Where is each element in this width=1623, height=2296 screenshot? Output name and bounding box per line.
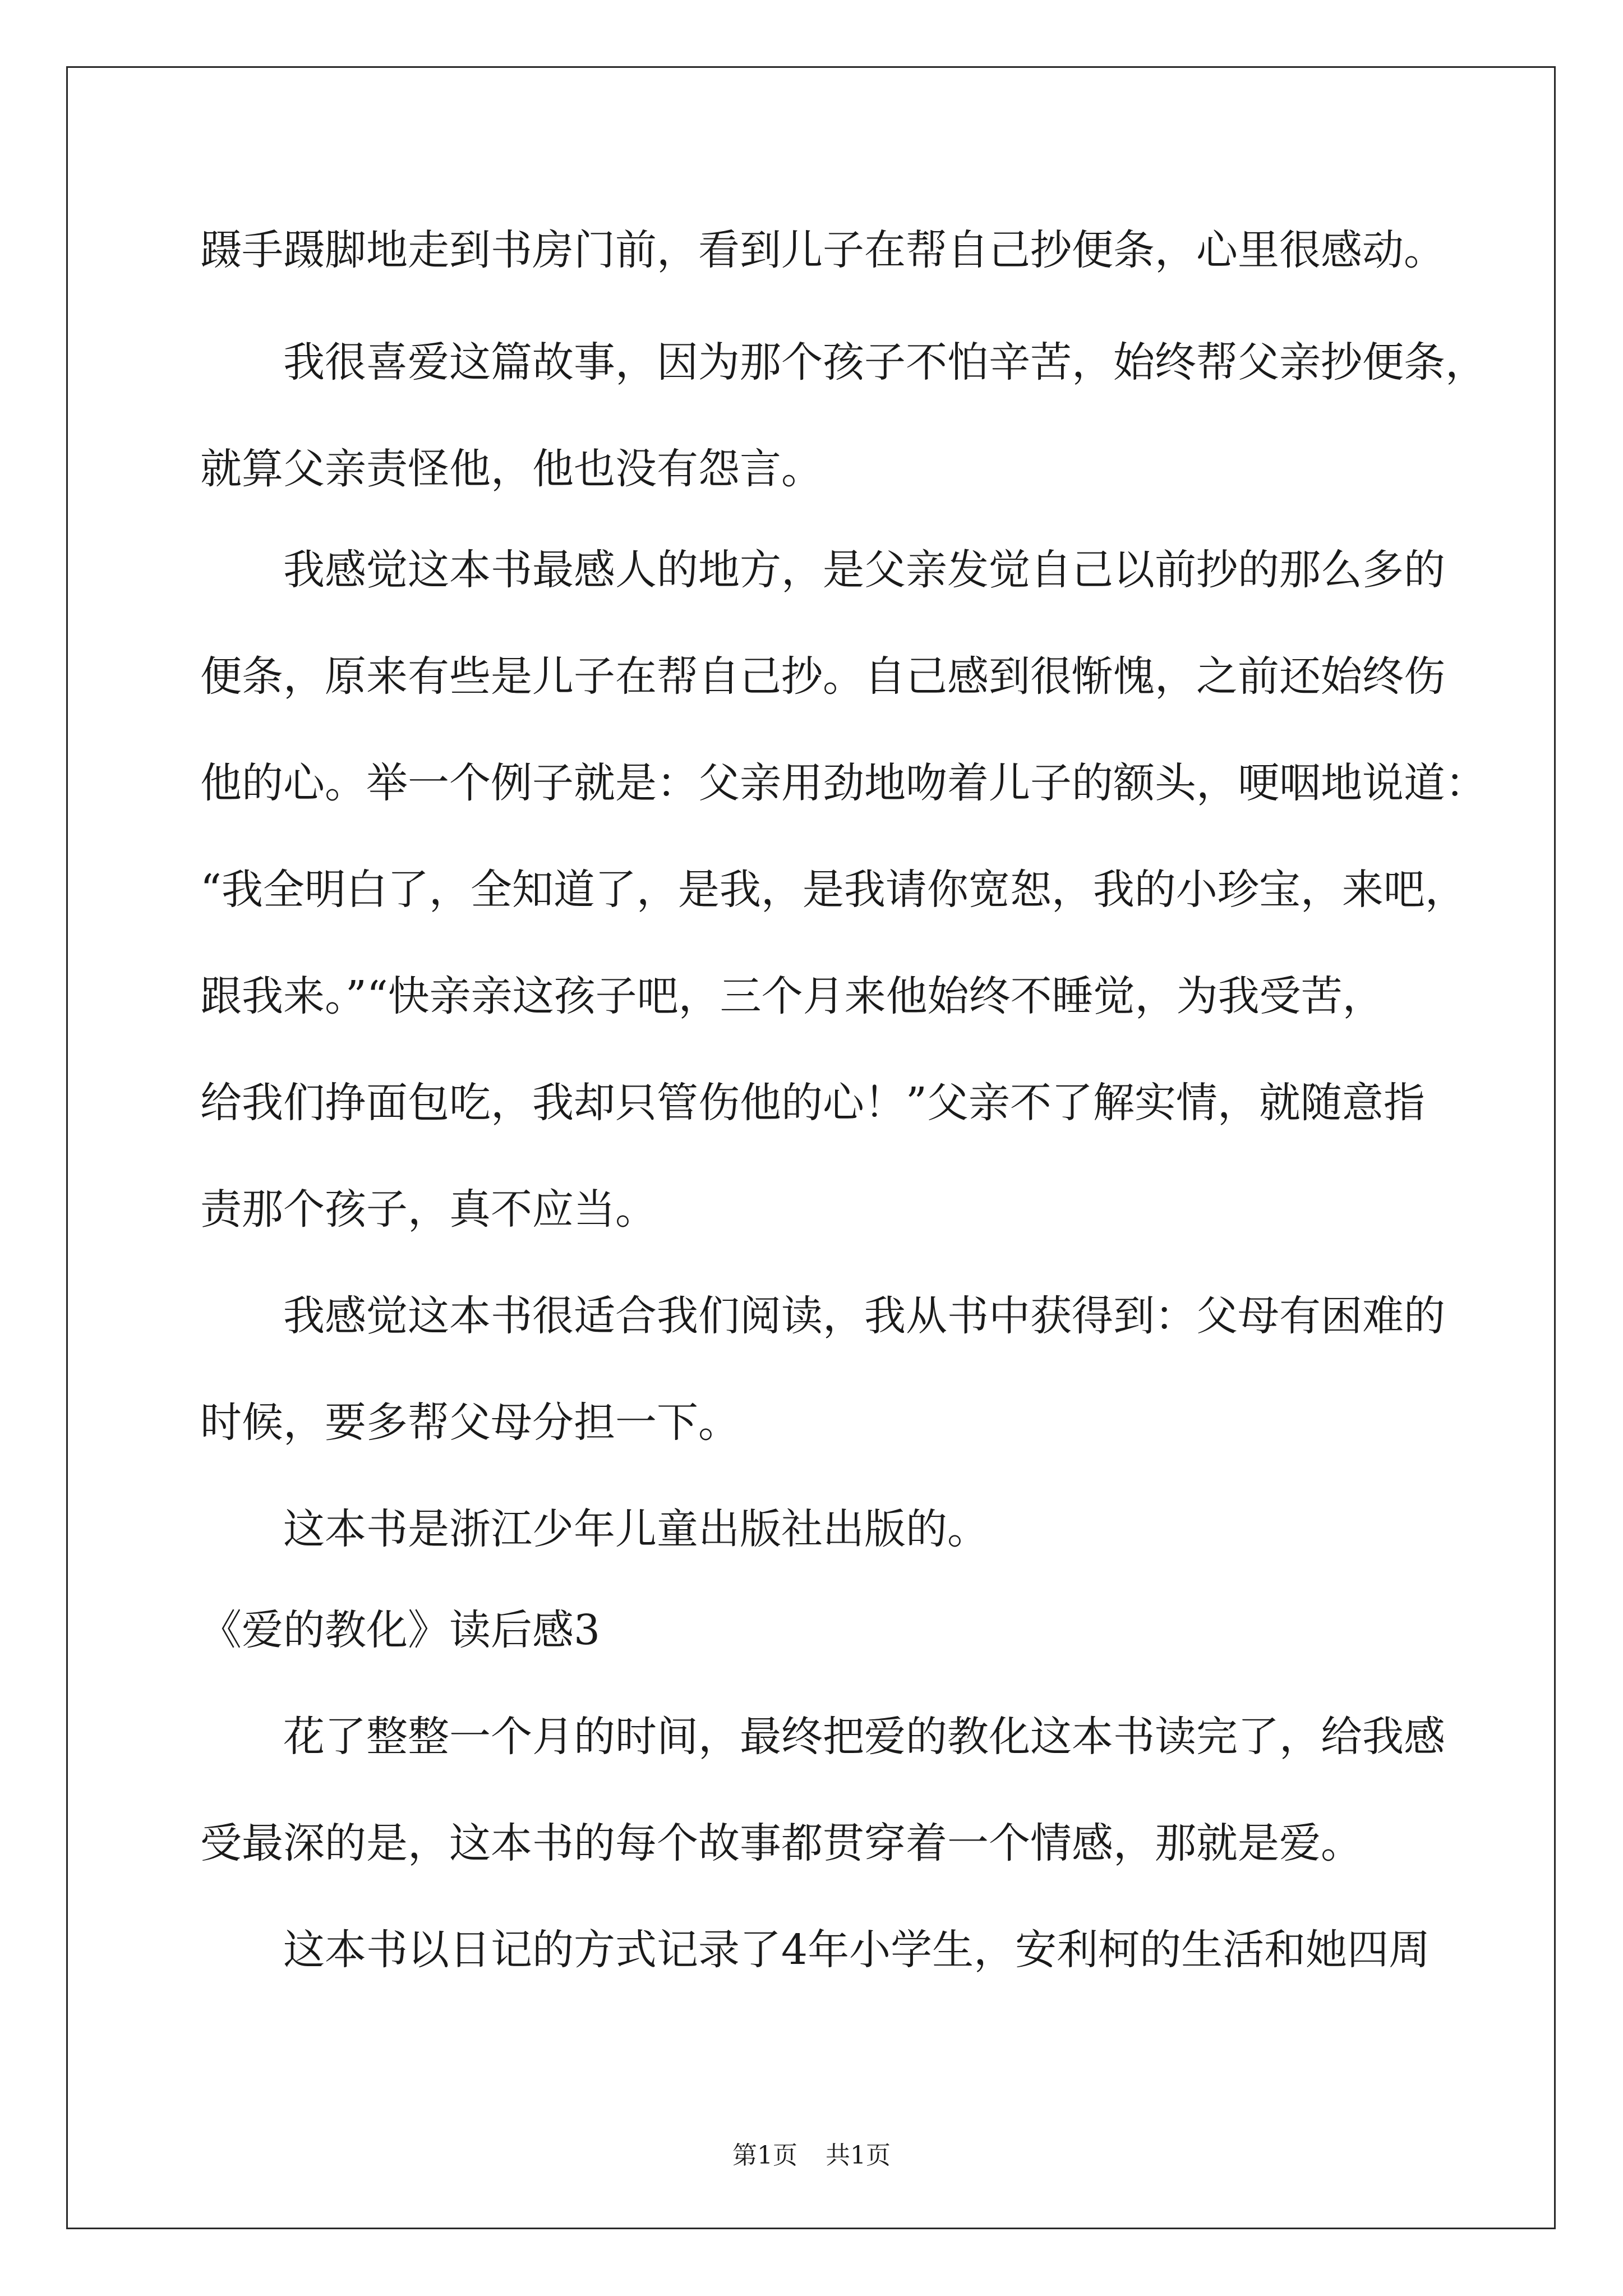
text-line-9: 给我们挣面包吃，我却只管伤他的心！”父亲不了解实情，就随意指 [200, 1079, 1425, 1127]
text-line-7: “我全明白了，全知道了，是我，是我请你宽恕，我的小珍宝，来吧， [200, 866, 1467, 914]
page-number: 第1页 [732, 2141, 797, 2170]
text-line-4: 我感觉这本书最感人的地方，是父亲发觉自己以前抄的那么多的 [283, 546, 1445, 594]
text-line-2: 我很喜爱这篇故事，因为那个孩子不怕辛苦，始终帮父亲抄便条， [283, 338, 1487, 386]
text-line-12: 时候，要多帮父母分担一下。 [200, 1398, 740, 1447]
text-line-8: 跟我来。”“快亲亲这孩子吧，三个月来他始终不睡觉，为我受苦， [200, 972, 1384, 1020]
text-line-10: 责那个孩子，真不应当。 [200, 1185, 657, 1234]
text-line-13: 这本书是浙江少年儿童出版社出版的。 [283, 1505, 989, 1553]
page-total: 共1页 [826, 2141, 891, 2170]
page-border [66, 66, 1556, 2229]
text-line-17: 这本书以日记的方式记录了4年小学生，安利柯的生活和她四周 [283, 1926, 1431, 1974]
text-line-16: 受最深的是，这本书的每个故事都贯穿着一个情感，那就是爱。 [200, 1819, 1362, 1867]
text-line-6: 他的心。举一个例子就是：父亲用劲地吻着儿子的额头，哽咽地说道： [200, 759, 1487, 807]
text-line-15: 花了整整一个月的时间，最终把爱的教化这本书读完了，给我感 [283, 1713, 1445, 1761]
text-line-11: 我感觉这本书很适合我们阅读，我从书中获得到：父母有困难的 [283, 1292, 1445, 1340]
text-line-3: 就算父亲责怪他，他也没有怨言。 [200, 445, 823, 493]
page-footer [0, 2135, 1623, 2171]
section-heading: 《爱的教化》读后感3 [200, 1606, 601, 1654]
text-line-1: 蹑手蹑脚地走到书房门前，看到儿子在帮自己抄便条，心里很感动。 [200, 226, 1445, 274]
text-line-5: 便条，原来有些是儿子在帮自己抄。自己感到很惭愧，之前还始终伤 [200, 652, 1445, 701]
